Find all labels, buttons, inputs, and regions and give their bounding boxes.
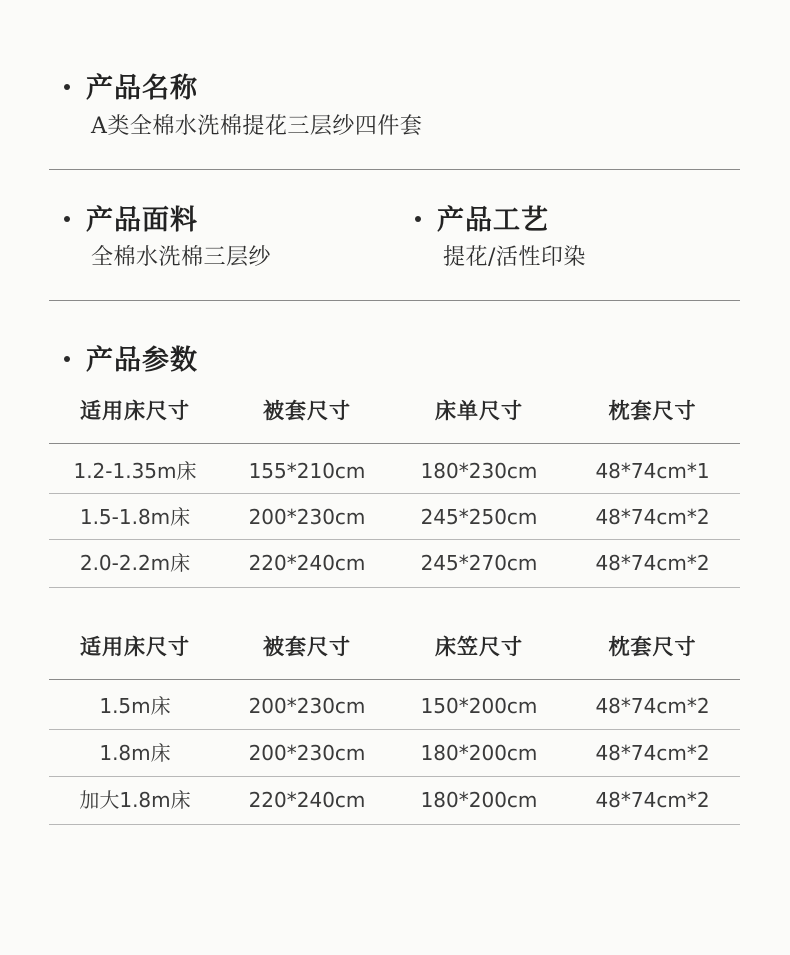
cell-sheet-size: 245*270cm (420, 551, 538, 575)
table-row (49, 786, 740, 814)
header-duvet-size: 被套尺寸 (263, 634, 351, 659)
table-row (49, 739, 740, 767)
bullet-icon (64, 84, 70, 90)
cell-pillow-size: 48*74cm*2 (595, 788, 710, 812)
craft-label: 产品工艺 (437, 205, 549, 236)
size-table-2 (49, 632, 740, 662)
divider (49, 300, 740, 301)
table-row (49, 457, 740, 485)
table-divider (49, 443, 740, 444)
craft-title (415, 198, 549, 237)
row-divider (49, 729, 740, 730)
bullet-icon (64, 216, 70, 222)
row-divider (49, 824, 740, 825)
fabric-title (64, 198, 198, 237)
craft-value: 提花/活性印染 (443, 245, 586, 270)
header-pillow-size: 枕套尺寸 (608, 398, 697, 423)
table-row (49, 503, 740, 531)
table-divider (49, 679, 740, 680)
cell-pillow-size: 48*74cm*2 (595, 741, 710, 765)
size-table-1 (49, 396, 740, 443)
row-divider (49, 776, 740, 777)
row-divider (49, 587, 740, 588)
cell-sheet-size: 245*250cm (420, 505, 538, 529)
table-header (49, 396, 740, 443)
product-name-value: A类全棉水洗棉提花三层纱四件套 (91, 114, 423, 139)
product-name-label: 产品名称 (86, 73, 198, 104)
cell-fitted-sheet-size: 150*200cm (420, 694, 538, 718)
cell-duvet-size: 200*230cm (248, 741, 366, 765)
cell-pillow-size: 48*74cm*2 (595, 505, 710, 529)
cell-fitted-sheet-size: 180*200cm (420, 741, 538, 765)
cell-bed-size: 1.5-1.8m床 (79, 505, 191, 529)
cell-duvet-size: 220*240cm (248, 788, 366, 812)
params-title (64, 338, 198, 377)
cell-duvet-size: 155*210cm (248, 459, 366, 483)
cell-duvet-size: 200*230cm (248, 505, 366, 529)
cell-duvet-size: 220*240cm (248, 551, 366, 575)
table-header (49, 632, 740, 662)
cell-bed-size: 1.8m床 (99, 741, 171, 765)
cell-pillow-size: 48*74cm*2 (595, 551, 710, 575)
cell-sheet-size: 180*230cm (420, 459, 538, 483)
cell-duvet-size: 200*230cm (248, 694, 366, 718)
header-bed-size: 适用床尺寸 (80, 398, 190, 423)
divider (49, 169, 740, 170)
row-divider (49, 539, 740, 540)
params-label: 产品参数 (86, 345, 198, 376)
cell-bed-size: 1.5m床 (99, 694, 171, 718)
cell-bed-size: 2.0-2.2m床 (79, 551, 191, 575)
fabric-value: 全棉水洗棉三层纱 (91, 245, 272, 270)
header-pillow-size: 枕套尺寸 (608, 634, 697, 659)
header-duvet-size: 被套尺寸 (263, 398, 351, 423)
table-row (49, 692, 740, 720)
cell-bed-size: 加大1.8m床 (79, 788, 191, 812)
bullet-icon (415, 216, 421, 222)
cell-pillow-size: 48*74cm*2 (595, 694, 710, 718)
row-divider (49, 493, 740, 494)
cell-pillow-size: 48*74cm*1 (595, 459, 710, 483)
cell-fitted-sheet-size: 180*200cm (420, 788, 538, 812)
cell-bed-size: 1.2-1.35m床 (73, 459, 197, 483)
header-bed-size: 适用床尺寸 (80, 634, 190, 659)
product-name-title (64, 66, 198, 105)
header-sheet-size: 床单尺寸 (435, 398, 523, 423)
bullet-icon (64, 356, 70, 362)
header-fitted-sheet-size: 床笠尺寸 (435, 634, 523, 659)
fabric-label: 产品面料 (86, 205, 198, 236)
table-row (49, 549, 740, 577)
